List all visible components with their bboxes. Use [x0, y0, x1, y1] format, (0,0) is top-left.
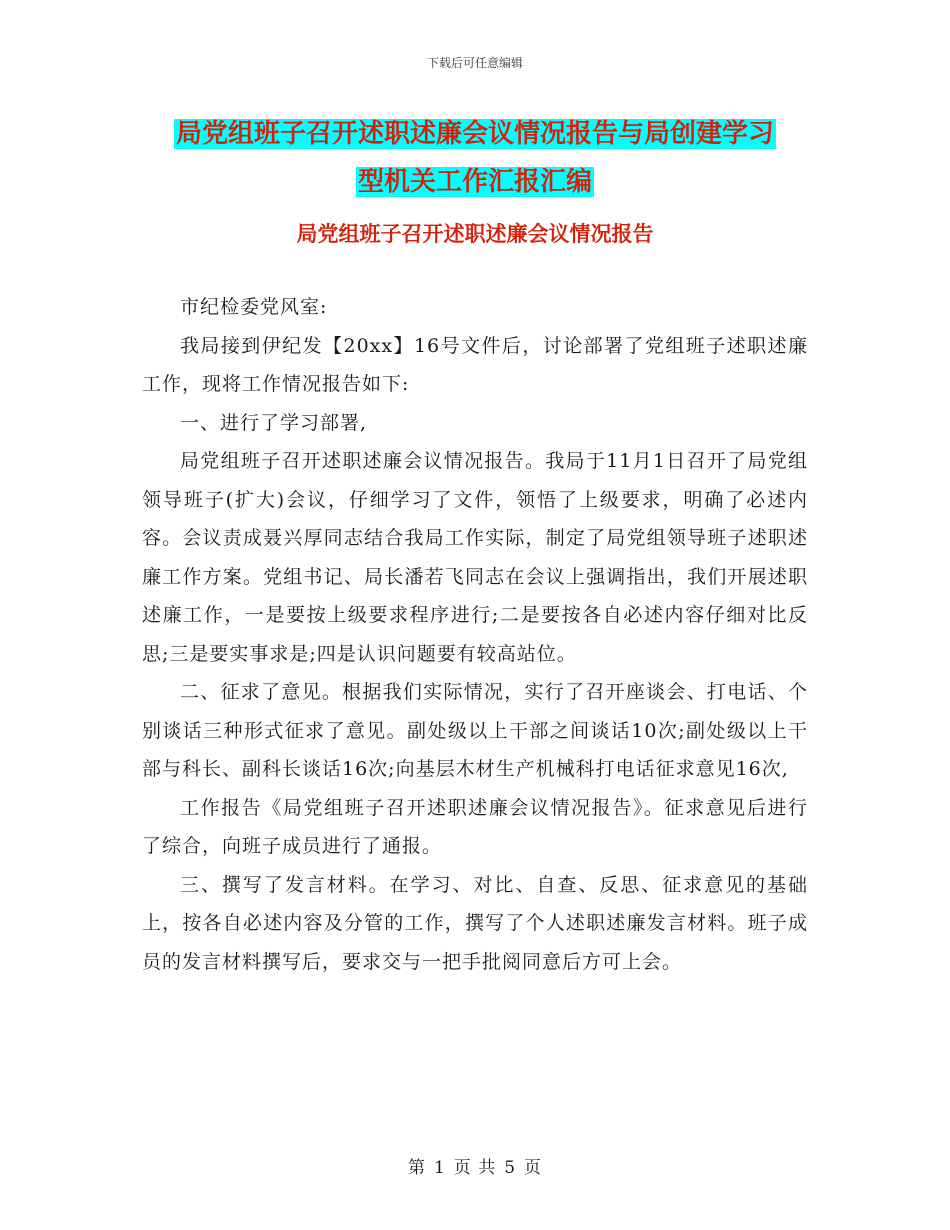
- footer-middle: 页 共: [453, 1158, 497, 1178]
- paragraph-section-3: 三、撰写了发言材料。在学习、对比、自查、反思、征求意见的基础上，按各自必述内容及分管的工作，撰写了个人述职述廉发言材料。班子成员的发言材料撰写后，要求交与一把手批阅同意后方可上会。: [142, 873, 808, 973]
- page-number-footer: [0, 1153, 950, 1178]
- footer-prefix: 第: [407, 1158, 426, 1178]
- paragraph-salutation: 市纪检委党风室:: [180, 296, 328, 318]
- paragraph-section-2-continued: 工作报告《局党组班子召开述职述廉会议情况报告》。征求意见后进行了综合，向班子成员进行了通报。: [142, 796, 808, 857]
- footer-suffix: 页: [524, 1158, 543, 1178]
- paragraph-intro: 我局接到伊纪发【20xx】16号文件后，讨论部署了党组班子述职述廉工作，现将工作情况报告如下:: [142, 334, 808, 395]
- paragraph-section-1-heading: 一、进行了学习部署,: [180, 411, 368, 434]
- document-subtitle: 局党组班子召开述职述廉会议情况报告: [296, 222, 654, 246]
- paragraph-section-2: 二、征求了意见。根据我们实际情况，实行了召开座谈会、打电话、个别谈话三种形式征求了意见。副处级以上干部之间谈话10次;副处级以上干部与科长、副科长谈话16次;向基层木材生产机械科打电话征求意见16次,: [142, 681, 808, 780]
- page-header-note: 下载后可任意编辑: [426, 56, 523, 70]
- document-title: [140, 110, 810, 206]
- document-body: [142, 288, 808, 981]
- paragraph-section-1-body: 局党组班子召开述职述廉会议情况报告。我局于11月1日召开了局党组领导班子(扩大)会议，仔细学习了文件，领悟了上级要求，明确了必述内容。会议责成聂兴厚同志结合我局工作实际，制定了局党组领导班子述职述廉工作方案。党组书记、局长潘若飞同志在会议上强调指出，我们开展述职述廉工作，一是要按上级要求程序进行;二是要按各自必述内容仔细对比反思;三是要实事求是;四是认识问题要有较高站位。: [142, 450, 808, 665]
- document-title-line-2: 型机关工作汇报汇编: [357, 167, 592, 197]
- footer-current-page: 1: [433, 1158, 446, 1178]
- footer-total-pages: 5: [504, 1158, 517, 1178]
- document-title-line-1: 局党组班子召开述职述廉会议情况报告与局创建学习: [175, 119, 774, 149]
